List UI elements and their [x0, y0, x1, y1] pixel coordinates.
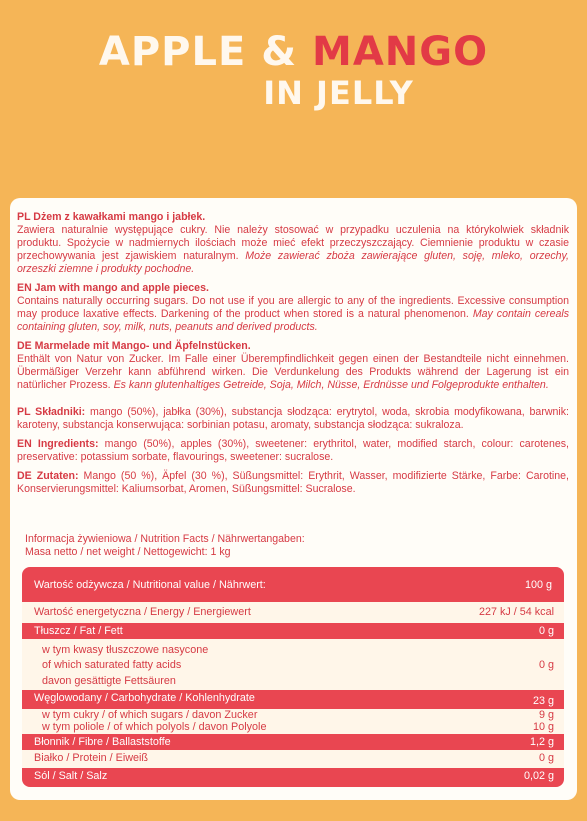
ingredients-pl-text: mango (50%), jabłka (30%), substancja słodząca: erytrytol, woda, skrobia modyfikowana, barwnik: karoteny, substancja konserwująca: sorbinian potasu, aromaty, substancja słodząca: sukraloza. — [17, 406, 569, 431]
description-de-allergens: Es kann glutenhaltiges Getreide, Soja, Milch, Nüsse, Erdnüsse und Folgeprodukte enthalten. — [113, 379, 549, 391]
ingredients-de-label: DE Zutaten: — [17, 470, 79, 482]
saturates-label-pl: w tym kwasy tłuszczowe nasycone — [42, 643, 209, 656]
nutrition-row-salt — [22, 768, 564, 787]
ingredients-en-text: mango (50%), apples (30%), sweetener: erythritol, water, modified starch, colour: carotenes, preservative: potassium sorbate, flavourings, sweetener: sucralose. — [17, 438, 569, 463]
saturates-label — [42, 644, 208, 688]
product-title — [0, 30, 587, 112]
nutrition-row-fat — [22, 623, 564, 639]
sugars-polyols-labels — [42, 710, 266, 733]
label-panel — [10, 198, 577, 800]
energy-label: Wartość energetyczna / Energy / Energiewert — [34, 606, 251, 618]
title-ampersand: & — [261, 29, 298, 75]
fat-value: 0 g — [538, 625, 554, 637]
protein-label: Białko / Protein / Eiweiß — [34, 752, 149, 764]
description-de-body: Enthält von Natur von Zucker. Im Falle einer Überempfindlichkeit gegen einen der Bestandteile nicht einnehmen. Übermäßiger Verzehr kann abführend wirken. Die Verdunkelung des Produkts während der Lagerung ist ein natürlicher Prozess. — [17, 353, 569, 391]
nutrition-row-sugars-polyols — [22, 709, 564, 734]
description-pl-title: PL Dżem z kawałkami mango i jabłek. — [17, 211, 206, 223]
fibre-label: Błonnik / Fibre / Ballaststoffe — [34, 736, 171, 748]
salt-value: 0,02 g — [523, 770, 554, 782]
nutrition-table-header — [22, 567, 564, 602]
description-en-body: Contains naturally occurring sugars. Do not use if you are allergic to any of the ingredients. Excessive consumption may produce laxative effects. Darkening of the product when stored is a natural phenomenon. — [17, 295, 569, 320]
ingredients-pl — [17, 406, 569, 432]
ingredients-pl-label: PL Składniki: — [17, 406, 86, 418]
nutrition-row-energy — [22, 602, 564, 623]
description-en-title: EN Jam with mango and apple pieces. — [17, 282, 209, 294]
title-word-mango: MANGO — [312, 29, 489, 75]
description-de — [17, 340, 569, 392]
polyols-value: 10 g — [532, 720, 554, 733]
nutrition-header-value: 100 g — [524, 578, 552, 591]
sugars-value: 9 g — [538, 709, 554, 721]
ingredients-en — [17, 438, 569, 464]
carbs-value: 23 g — [532, 695, 554, 707]
nutrition-row-protein — [22, 750, 564, 768]
polyols-label: w tym poliole / of which polyols / davon Polyole — [42, 720, 267, 733]
description-en-allergens: May contain cereals containing gluten, soy, milk, nuts, peanuts and derived products. — [17, 308, 570, 333]
sugars-label: w tym cukry / of which sugars / davon Zucker — [42, 709, 258, 721]
nutrition-row-saturates — [22, 639, 564, 690]
nutrition-heading: Informacja żywieniowa / Nutrition Facts / Nährwertangaben: — [25, 533, 305, 545]
title-word-apple: APPLE — [98, 29, 247, 75]
nutrition-row-carbs — [22, 690, 564, 709]
title-line-1 — [0, 30, 587, 74]
description-block — [17, 211, 569, 502]
description-pl-body: Zawiera naturalnie występujące cukry. Nie należy stosować w przypadku uczulenia na którykolwiek składnik produktu. Spożycie w nadmiernych ilościach może mieć efekt przeczyszczający. Ciemnienie produktu w czasie przechowywania jest zjawiskiem naturalnym. — [17, 224, 569, 262]
sugars-polyols-values — [533, 710, 554, 733]
title-line-2: IN JELLY — [263, 74, 414, 112]
nutrition-header-label: Wartość odżywcza / Nutritional value / Nährwert: — [34, 578, 266, 591]
description-de-title: DE Marmelade mit Mango- und Äpfelnstücken. — [17, 340, 251, 352]
description-en — [17, 282, 569, 334]
saturates-label-en: of which saturated fatty acids — [42, 659, 182, 672]
fibre-value: 1,2 g — [529, 736, 554, 748]
saturates-label-de: davon gesättigte Fettsäuren — [42, 674, 176, 687]
nutrition-heading-block — [25, 533, 305, 559]
ingredients-de-text: Mango (50 %), Äpfel (30 %), Süßungsmittel: Erythrit, Wasser, modifizierte Stärke, Farbe: Carotine, Konservierungsmittel: Kaliumsorbat, Aromen, Süßungsmittel: Sucralose. — [17, 470, 569, 495]
description-pl-allergens: Może zawierać zboża zawierające gluten, soję, mleko, orzechy, orzeszki ziemne i produkty pochodne. — [17, 250, 569, 275]
ingredients-en-label: EN Ingredients: — [17, 438, 99, 450]
net-weight: Masa netto / net weight / Nettogewicht: 1 kg — [25, 546, 231, 558]
fat-label: Tłuszcz / Fat / Fett — [34, 625, 123, 637]
carbs-label: Węglowodany / Carbohydrate / Kohlenhydrate — [34, 692, 255, 704]
salt-label: Sól / Salt / Salz — [34, 770, 108, 782]
energy-value: 227 kJ / 54 kcal — [478, 606, 554, 618]
saturates-value: 0 g — [538, 659, 554, 672]
nutrition-table — [22, 567, 564, 787]
ingredients-de — [17, 470, 569, 496]
description-pl — [17, 211, 569, 276]
protein-value: 0 g — [538, 752, 554, 764]
nutrition-row-fibre — [22, 734, 564, 750]
